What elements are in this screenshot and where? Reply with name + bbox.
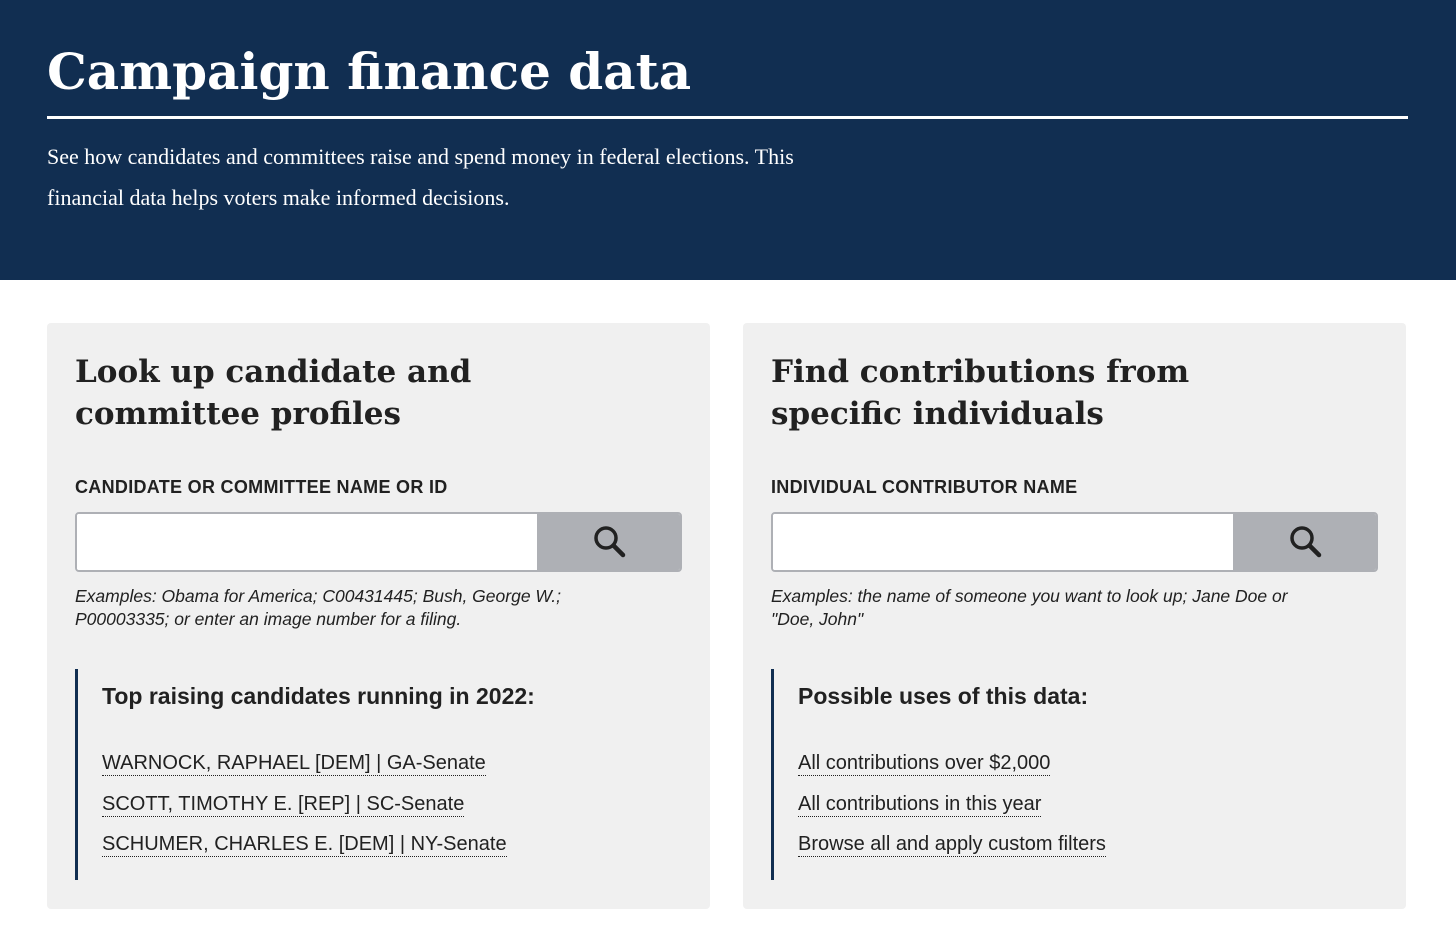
top-candidates-block [75, 669, 675, 880]
candidate-card-title [75, 351, 495, 435]
candidate-search-examples [75, 585, 635, 631]
candidate-card-title-line-1: Look up candidate and [75, 354, 472, 390]
top-candidates-heading: Top raising candidates running in 2022: [102, 683, 535, 709]
candidate-lookup-card [47, 323, 710, 909]
contributor-search-button[interactable] [1233, 514, 1378, 570]
candidate-search-input[interactable] [77, 514, 537, 570]
top-candidate-link-schumer[interactable]: SCHUMER, CHARLES E. [DEM] | NY-Senate [102, 833, 507, 855]
search-icon [593, 525, 627, 559]
candidate-examples-line-1: Examples: Obama for America; C00431445; Bush, George W.; [75, 586, 562, 606]
top-candidate-link-scott[interactable]: SCOTT, TIMOTHY E. [REP] | SC-Senate [102, 793, 465, 815]
contributor-card-title-line-2: specific individuals [771, 396, 1104, 432]
contributor-card-title-line-1: Find contributions from [771, 354, 1190, 390]
candidate-search-label: CANDIDATE OR COMMITTEE NAME OR ID [75, 477, 448, 497]
candidate-card-title-line-2: committee profiles [75, 396, 401, 432]
top-candidate-link-warnock[interactable]: WARNOCK, RAPHAEL [DEM] | GA-Senate [102, 752, 486, 774]
page-title: Campaign finance data [47, 42, 692, 101]
contributor-examples-line-1: Examples: the name of someone you want to look up; Jane Doe or [771, 586, 1288, 606]
possible-uses-block [771, 669, 1371, 880]
candidate-search-button[interactable] [537, 514, 682, 570]
description-line-2: financial data helps voters make informed decisions. [47, 185, 510, 210]
contributor-lookup-card [743, 323, 1406, 909]
contributor-search-examples [771, 585, 1331, 631]
browse-all-filters-link[interactable]: Browse all and apply custom filters [798, 833, 1106, 855]
contributions-this-year-link[interactable]: All contributions in this year [798, 793, 1042, 815]
contributor-examples-line-2: "Doe, John" [771, 609, 864, 629]
description-line-1: See how candidates and committees raise and spend money in federal elections. This [47, 144, 794, 169]
contributor-search-box [771, 512, 1378, 572]
title-divider [47, 116, 1408, 119]
possible-uses-heading: Possible uses of this data: [798, 683, 1089, 709]
contributor-card-title [771, 351, 1191, 435]
search-icon [1289, 525, 1323, 559]
candidate-examples-line-2: P00003335; or enter an image number for a filing. [75, 609, 462, 629]
contributor-search-label: INDIVIDUAL CONTRIBUTOR NAME [771, 477, 1078, 497]
candidate-search-box [75, 512, 682, 572]
contributions-over-2000-link[interactable]: All contributions over $2,000 [798, 752, 1051, 774]
contributor-search-input[interactable] [773, 514, 1233, 570]
page-description [47, 136, 947, 218]
hero-banner [0, 0, 1456, 280]
